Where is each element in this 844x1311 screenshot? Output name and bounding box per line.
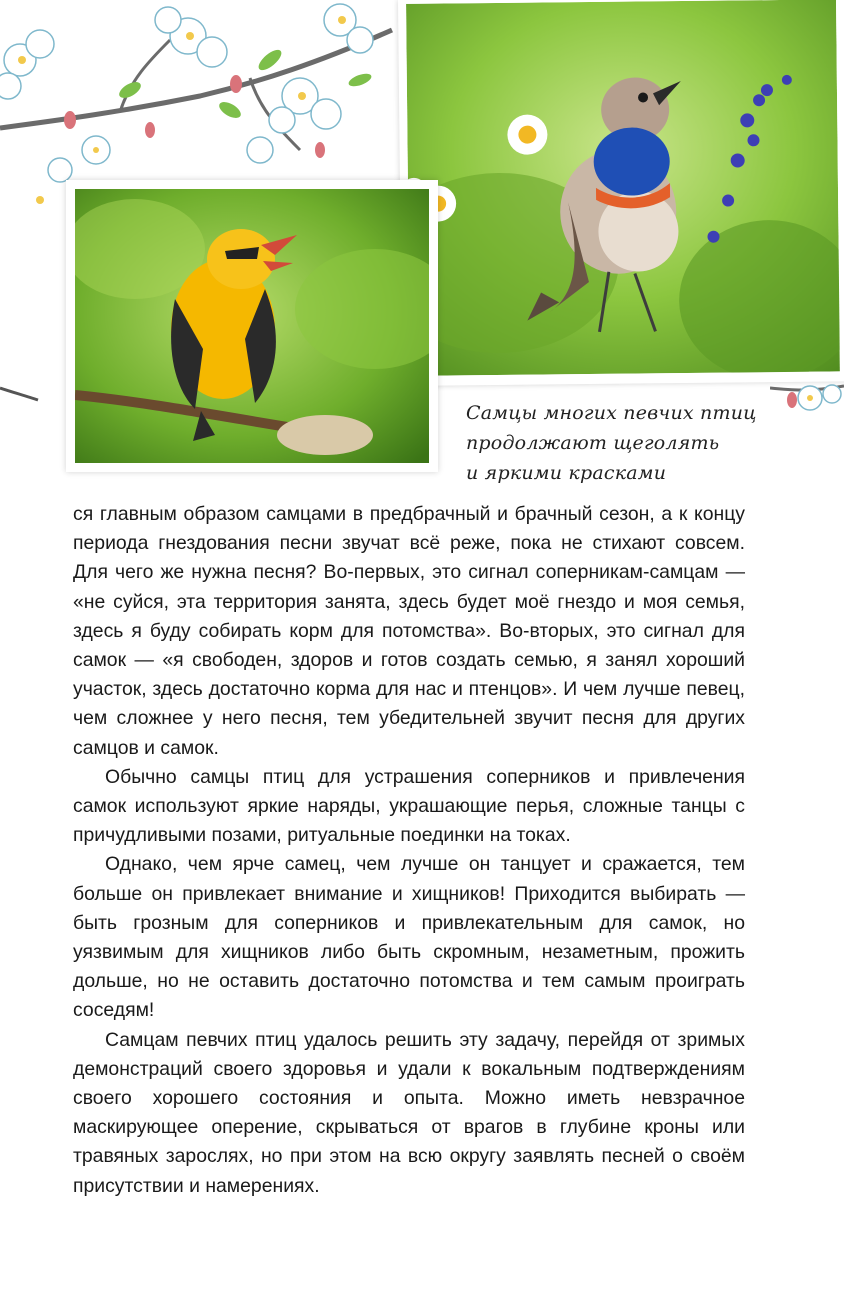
caption-line-1: Самцы многих певчих птиц (466, 402, 757, 424)
paragraph-1: ся главным образом самцами в предбрачный и брачный сезон, а к концу периода гнездования песни звучат всё реже, пока не стихают совсем. Для чего же нужна песня? Во-первых, это сигнал соперникам-самцам — «не суйся, эта территория занята, здесь будет моё гнездо и моя семья, здесь я буду собирать корм для потомства». Во-вторых, это сигнал для самок — «я свободен, здоров и готов создать семью, я занял хороший участок, здесь достаточно корма для нас и птенцов». И чем лучше певец, чем сложнее у него песня, тем убедительней звучит песня для других самцов и самок. (73, 503, 745, 759)
caption-line-2: продолжают щеголять (466, 432, 720, 454)
paragraph-3: Однако, чем ярче самец, чем лучше он танцует и сражается, тем больше он привлекает внимание и хищников! Приходится выбирать — быть грозным для соперников и привлекательным для самок, но уязвимым для хищников либо быть скромным, незаметным, прожить дольше, но не оставить достаточно потомства и тем самым проиграть соседям! (73, 853, 745, 1022)
branch-tip-decoration (0, 382, 40, 406)
oriole-photo (66, 180, 438, 472)
paragraph-4: Самцам певчих птиц удалось решить эту задачу, перейдя от зримых демонстраций своего здоровья и удали к вокальным подтверждениям своего хорошего состояния и опыта. Можно иметь невзрачное маскирующее оперение, скрываться от врагов в глубине кроны или травяных зарослях, но при этом на всю округу заявлять песней о своём присутствии и намерениях. (73, 1028, 745, 1197)
photo-caption (466, 398, 806, 488)
bluethroat-photo (398, 0, 844, 386)
body-text (73, 500, 745, 1201)
oriole-image (75, 189, 429, 463)
bluethroat-image (406, 0, 840, 376)
paragraph-2: Обычно самцы птиц для устрашения соперников и привлечения самок используют яркие наряды, украшающие перья, сложные танцы с причудливыми позами, ритуальные поединки на токах. (73, 765, 745, 847)
caption-line-3: и яркими красками (466, 462, 667, 484)
